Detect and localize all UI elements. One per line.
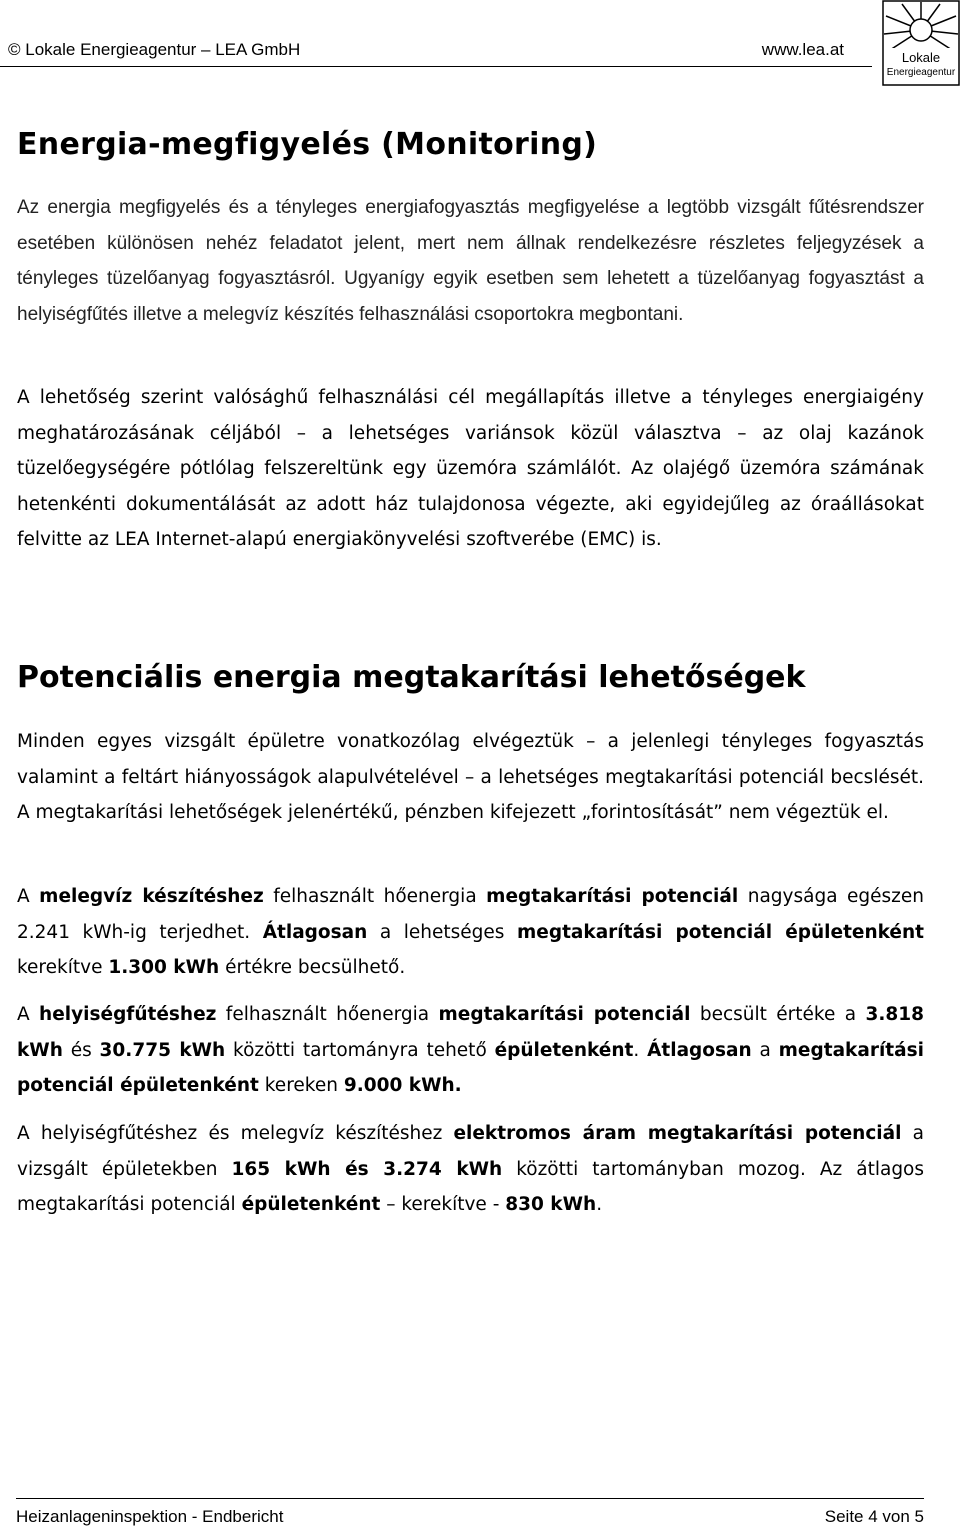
text-span: a vizsgált épületekben: [17, 1123, 925, 1180]
website-link[interactable]: www.lea.at: [761, 40, 844, 59]
section-title-savings: Potenciális energia megtakarítási lehetőségek: [17, 660, 806, 695]
bold-span: épületenként: [494, 1039, 634, 1061]
text-span: közötti tartományban mozog. Az átlagos megtakarítási potenciál: [17, 1158, 925, 1215]
text-span: .: [633, 1039, 648, 1061]
text-span: felhasznált hőenergia: [216, 1004, 439, 1025]
text-span: .: [596, 1194, 603, 1215]
page-header: [0, 36, 872, 67]
paragraph-monitoring-1: Az energia megfigyelés és a tényleges energiafogyasztás megfigyelése a legtöbb vizsgált fűtésrendszer esetében különösen nehéz feladatot jelent, mert nem állnak rendelkezésre részletes feljegyzések a tényleges tüzelőanyag fogyasztásról. Ugyanígy egyik esetben sem lehetett a tüzelőanyag fogyasztást a helyiségfűtés illetve a melegvíz készítés felhasználási csoportokra megbontani.: [17, 197, 924, 325]
text-span: kerekítve: [17, 957, 109, 978]
text-span: A: [17, 886, 40, 907]
bold-span: 9.000 kWh.: [343, 1075, 462, 1096]
paragraph-monitoring-2: A lehetőség szerint valósághű felhasználási cél megállapítás illetve a tényleges energiaigény meghatározásának céljából – a lehetséges variánsok közül választva – az olaj kazánok tüzelőegységére pótlólag felszereltünk egy üzemóra számlálót. Az olajégő üzemóra számának hetenkénti dokumentálását az adott ház tulajdonosa végezte, aki egyidejűleg az óraállásokat felvitte az LEA Internet-alapú energiakönyvelési szoftverébe (EMC) is.: [17, 387, 924, 550]
bold-span: megtakarítási potenciál: [486, 886, 739, 907]
text-span: értékre becsülhető.: [219, 957, 406, 978]
section-title-monitoring: Energia-megfigyelés (Monitoring): [17, 127, 598, 162]
bold-span: 3.818 kWh: [17, 1004, 924, 1061]
text-span: kereken: [258, 1075, 344, 1096]
text-span: felhasznált hőenergia: [263, 886, 487, 907]
bold-span: melegvíz készítéshez: [39, 886, 264, 907]
bold-span: Átlagosan: [647, 1039, 752, 1061]
copyright-text: © Lokale Energieagentur – LEA GmbH: [8, 40, 301, 59]
paragraph-savings-intro: Minden egyes vizsgált épületre vonatkozólag elvégeztük – a jelenlegi tényleges fogyasztás valamint a feltárt hiányosságok alapulvételével – a lehetséges megtakarítási potenciál becslését. A megtakarítási lehetőségek jelenértékű, pénzben kifejezett „forintosítását” nem végeztük el.: [17, 731, 924, 823]
paragraph-electricity-savings: [17, 1116, 924, 1223]
logo-text-lokale: Lokale: [901, 50, 941, 65]
text-span: a: [751, 1039, 779, 1061]
page-footer: [16, 1498, 924, 1529]
lea-logo: [882, 0, 960, 86]
text-span: – kerekítve -: [380, 1194, 506, 1215]
paragraph-heating-savings: [17, 997, 924, 1104]
bold-span: megtakarítási potenciál: [438, 1004, 691, 1025]
text-span: közötti tartományra tehető: [225, 1039, 495, 1061]
bold-span: elektromos áram megtakarítási potenciál: [453, 1123, 902, 1144]
bold-span: megtakarítási potenciál épületenként: [17, 1039, 924, 1096]
report-title: Heizanlageninspektion - Endbericht: [16, 1507, 284, 1526]
text-span: nagysága egészen 2.241 kWh-ig terjedhet.: [17, 886, 924, 943]
bold-span: 830 kWh: [505, 1194, 597, 1215]
bold-span: helyiségfűtéshez: [39, 1004, 217, 1025]
text-span: a lehetséges: [367, 921, 517, 943]
bold-span: 1.300 kWh: [108, 957, 220, 978]
bold-span: 30.775 kWh: [99, 1039, 226, 1061]
bold-span: épületenként: [241, 1194, 381, 1215]
text-span: becsült értéke a: [690, 1004, 866, 1025]
text-span: és: [62, 1039, 100, 1061]
logo-text-energieagentur: Energieagentur: [886, 67, 956, 78]
paragraph-hot-water-savings: [17, 879, 924, 986]
bold-span: Átlagosan: [262, 921, 368, 943]
text-span: A helyiségfűtéshez és melegvíz készítéshez: [17, 1123, 454, 1144]
text-span: A: [17, 1004, 40, 1025]
bold-span: megtakarítási potenciál épületenként: [517, 921, 924, 943]
page-number: Seite 4 von 5: [824, 1507, 924, 1526]
bold-span: 165 kWh és 3.274 kWh: [231, 1158, 503, 1180]
